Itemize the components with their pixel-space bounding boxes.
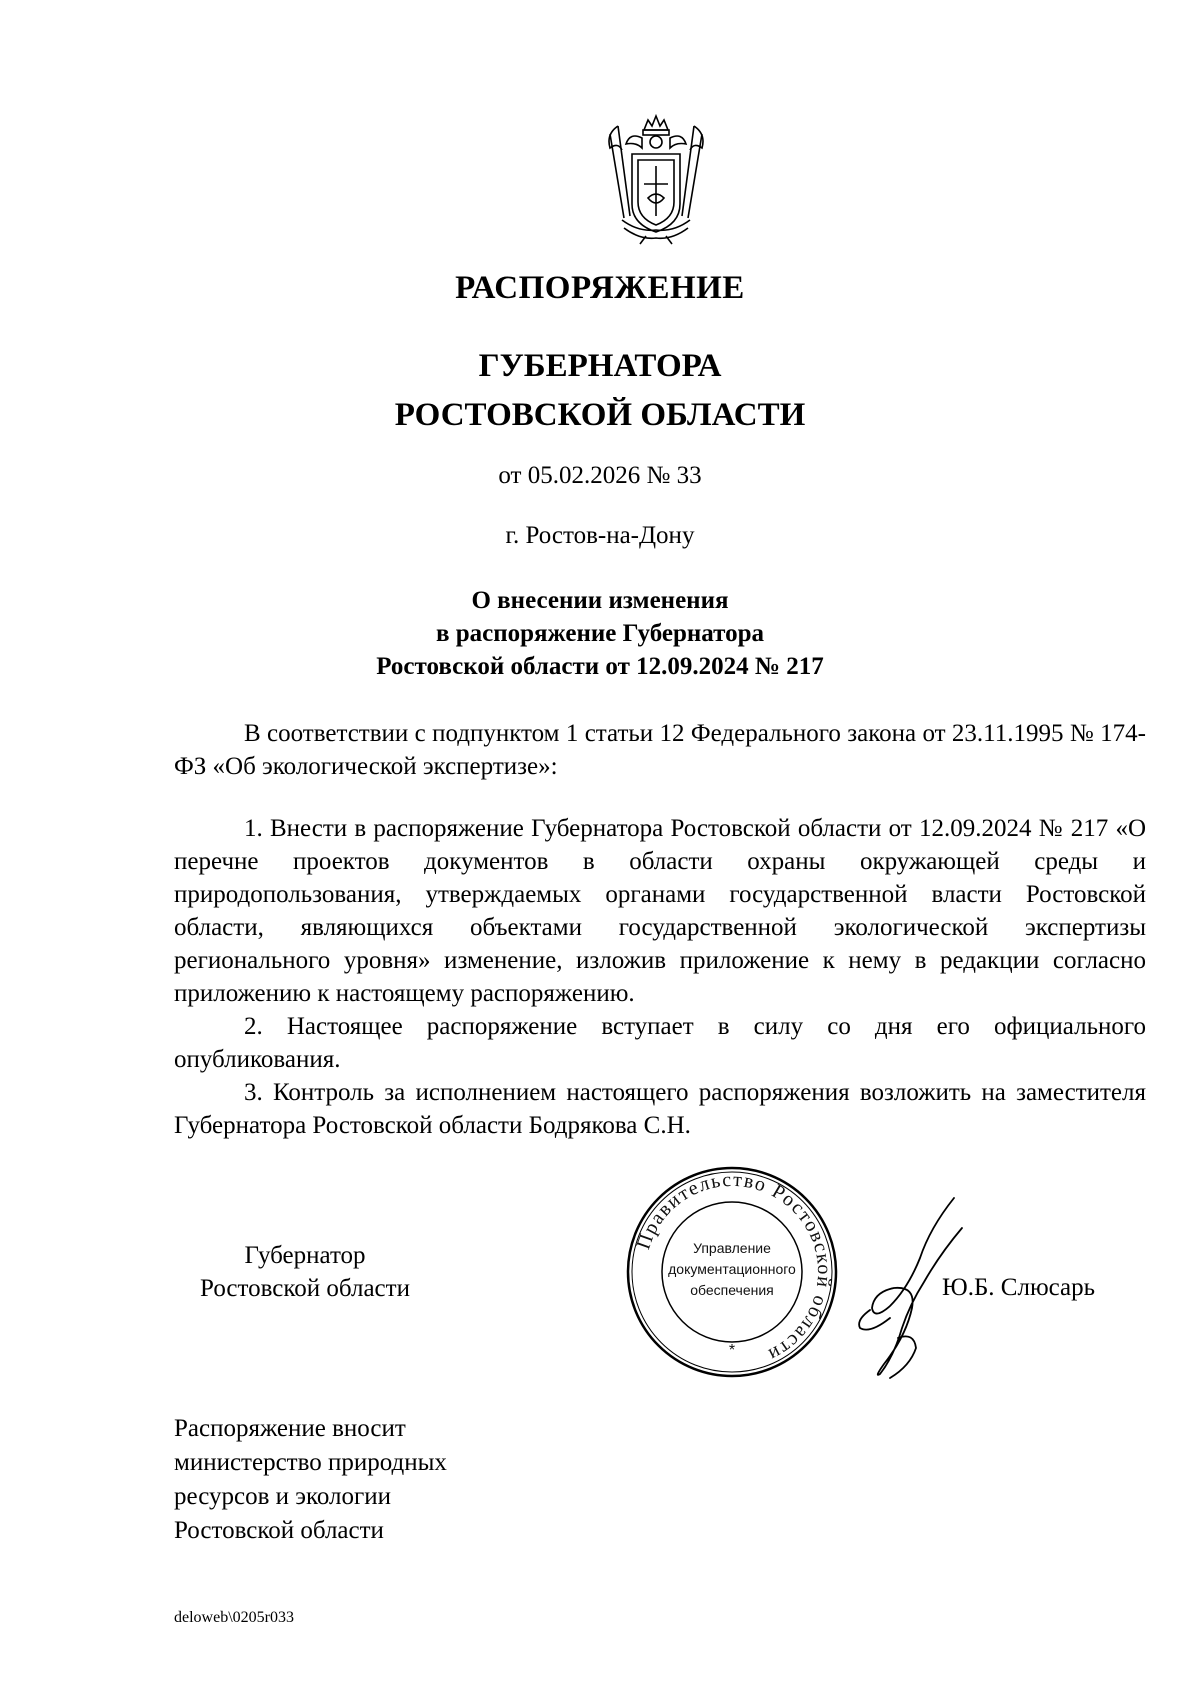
submitted-by-line-2: министерство природных (174, 1449, 447, 1476)
signatory-position-line-1: Губернатор (244, 1242, 366, 1269)
submitted-by-line-1: Распоряжение вносит (174, 1415, 406, 1442)
seal-inner-line-3: обеспечения (690, 1282, 774, 1298)
official-seal (624, 1164, 840, 1380)
issuer-line-1: ГУБЕРНАТОРА (478, 348, 722, 384)
subject-heading (0, 584, 1200, 683)
seal-inner-line-2: документационного (668, 1261, 796, 1277)
submitted-by-block (174, 1412, 447, 1548)
issuer-line-2: РОСТОВСКОЙ ОБЛАСТИ (394, 397, 806, 433)
subject-line-2: в распоряжение Губернатора (435, 620, 765, 647)
seal-outer-text: Правительство Ростовской области (632, 1168, 836, 1367)
city: г. Ростов-на-Дону (505, 522, 695, 549)
submitted-by-line-4: Ростовской области (174, 1517, 384, 1544)
submitted-by-line-3: ресурсов и экологии (174, 1483, 392, 1510)
coat-of-arms-icon (596, 112, 716, 246)
file-code: deloweb\0205r033 (174, 1609, 294, 1626)
issuer-title (0, 342, 1200, 440)
item-3-paragraph: 3. Контроль за исполнением настоящего распоряжения возложить на заместителя Губернатора Ростовской области Бодрякова С.Н. (174, 1079, 1146, 1139)
signatory-position (175, 1239, 435, 1305)
seal-inner-line-1: Управление (693, 1240, 771, 1256)
seal-star: * (728, 1342, 736, 1359)
preamble-paragraph: В соответствии с подпунктом 1 статьи 12 Федерального закона от 23.11.1995 № 174-ФЗ «Об экологической экспертизе»: (174, 720, 1146, 780)
subject-line-1: О внесении изменения (471, 587, 729, 614)
item-2-paragraph: 2. Настоящее распоряжение вступает в силу со дня его официального опубликования. (174, 1013, 1146, 1073)
signatory-position-line-2: Ростовской области (200, 1275, 410, 1302)
date-number: от 05.02.2026 № 33 (498, 462, 702, 489)
item-1-paragraph: 1. Внести в распоряжение Губернатора Ростовской области от 12.09.2024 № 217 «О перечне проектов документов в области охраны окружающей среды и природопользования, утверждаемых органами государственной власти Ростовской области, являющихся объектами государственной экологической экспертизы регионального уровня» изменение, изложив приложение к нему в редакции согласно приложению к настоящему распоряжению. (174, 815, 1146, 1007)
signatory-name: Ю.Б. Слюсарь (942, 1274, 1096, 1301)
document-type-title: РАСПОРЯЖЕНИЕ (455, 270, 745, 306)
subject-line-3: Ростовской области от 12.09.2024 № 217 (376, 653, 824, 680)
